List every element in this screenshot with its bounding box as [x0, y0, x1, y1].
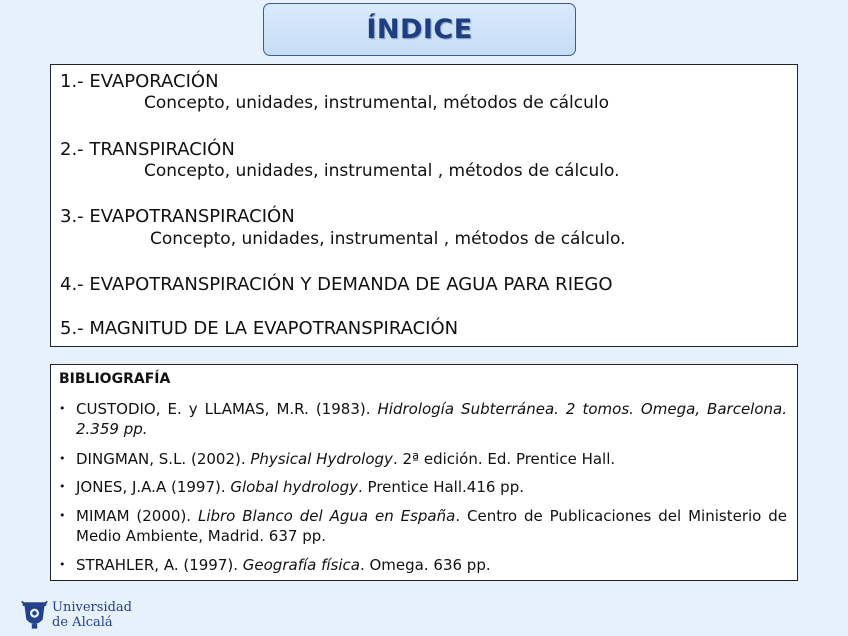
- bibliography-item: • CUSTODIO, E. y LLAMAS, M.R. (1983). Hidrología Subterránea. 2 tomos. Omega, Barcelona. 2.359 pp.: [59, 400, 787, 438]
- bibliography-item: • STRAHLER, A. (1997). Geografía física. Omega. 636 pp.: [59, 556, 491, 574]
- index-sub-3: Concepto, unidades, instrumental , métodos de cálculo.: [150, 229, 626, 249]
- index-sub-2: Concepto, unidades, instrumental , métodos de cálculo.: [144, 161, 620, 181]
- index-heading-5: 5.- MAGNITUD DE LA EVAPOTRANSPIRACIÓN: [60, 318, 459, 339]
- bullet-icon: •: [59, 509, 66, 522]
- bullet-icon: •: [59, 558, 66, 571]
- index-heading-1: 1.- EVAPORACIÓN: [60, 71, 219, 92]
- bibliography-panel: [50, 364, 798, 581]
- index-heading-4: 4.- EVAPOTRANSPIRACIÓN Y DEMANDA DE AGUA PARA RIEGO: [60, 274, 613, 295]
- bibliography-item: • JONES, J.A.A (1997). Global hydrology. Prentice Hall.416 pp.: [59, 478, 524, 496]
- bullet-icon: •: [59, 480, 66, 493]
- index-heading-2: 2.- TRANSPIRACIÓN: [60, 139, 235, 160]
- index-heading-3: 3.- EVAPOTRANSPIRACIÓN: [60, 206, 295, 227]
- logo-text: Universidad de Alcalá: [52, 600, 132, 630]
- bibliography-item: • DINGMAN, S.L. (2002). Physical Hydrology. 2ª edición. Ed. Prentice Hall.: [59, 450, 616, 468]
- university-logo: [20, 597, 132, 633]
- title-banner: [263, 3, 576, 56]
- page-title: ÍNDICE: [366, 14, 473, 45]
- index-panel: [50, 64, 798, 347]
- bibliography-item: • MIMAM (2000). Libro Blanco del Agua en España. Centro de Publicaciones del Ministerio de Medio Ambiente, Madrid. 637 pp.: [59, 507, 787, 545]
- bibliography-title: BIBLIOGRAFÍA: [59, 371, 171, 387]
- bullet-icon: •: [59, 452, 66, 465]
- university-crest-icon: [20, 598, 49, 632]
- index-sub-1: Concepto, unidades, instrumental, métodos de cálculo: [144, 93, 610, 113]
- bullet-icon: •: [59, 402, 66, 415]
